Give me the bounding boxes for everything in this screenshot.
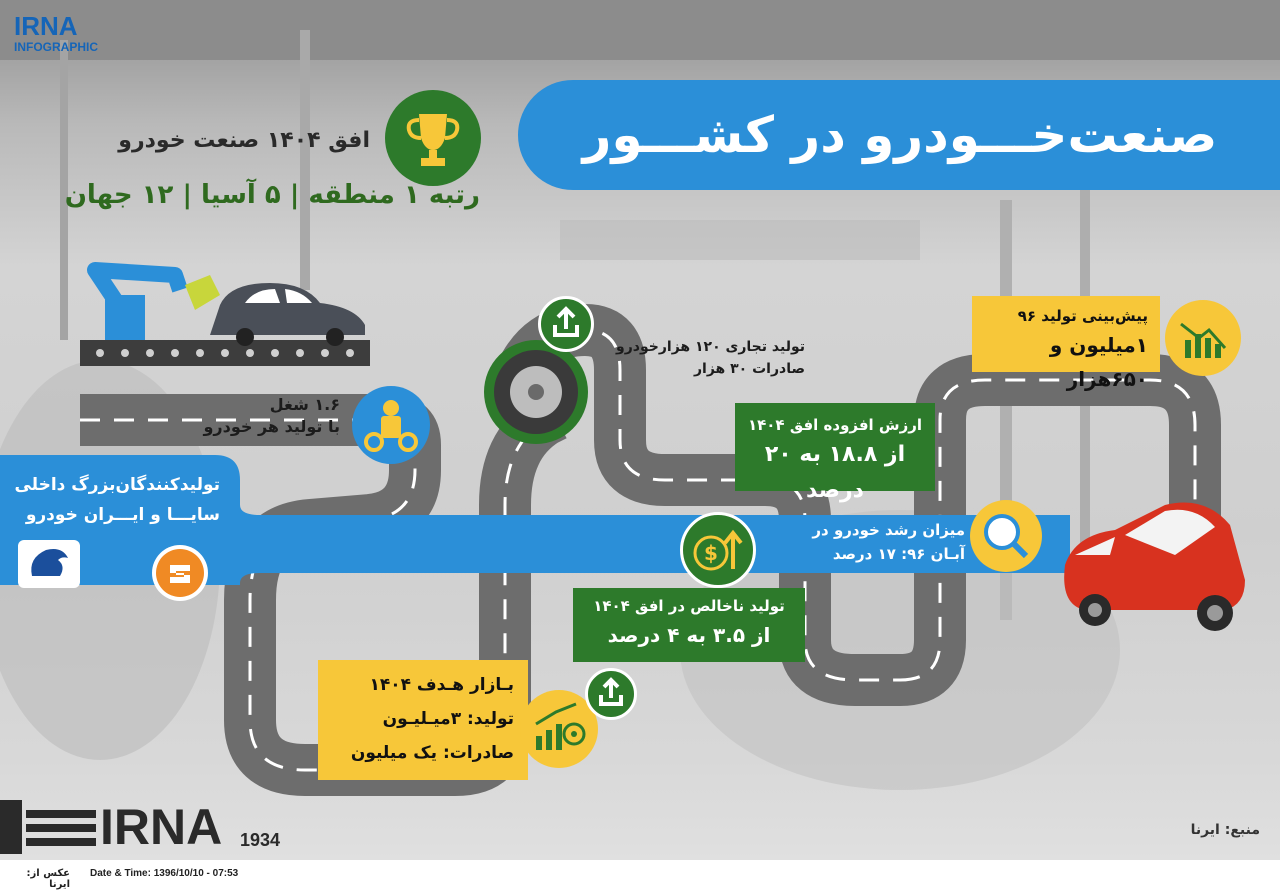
value-added-box xyxy=(735,403,935,503)
market-line2: تولید: ۳میـلیـون xyxy=(382,709,514,729)
market-target-box xyxy=(318,660,528,780)
ranking-text: رتبه ۱ منطقه | ۵ آسیا | ۱۲ جهان xyxy=(64,180,480,210)
gdp-line1: تولید ناخالص در افق ۱۴۰۴ xyxy=(593,597,785,615)
jobs-label xyxy=(150,394,340,438)
logo-subtitle: INFOGRAPHIC xyxy=(14,40,98,54)
growth-line2: آبـان ۹۶: ۱۷ درصد xyxy=(832,545,965,563)
irna-bottom-logo xyxy=(0,796,320,858)
commercial-line1: تولید تجاری ۱۲۰ هزارخودرو xyxy=(616,339,805,355)
upload-icon-2 xyxy=(585,668,637,720)
makers-line1: تولیدکنندگان‌بزرگ داخلی xyxy=(14,475,220,495)
irna-bottom-title: IRNA xyxy=(100,799,223,855)
worker-gear-icon xyxy=(352,386,430,464)
value-added-line1: ارزش افزوده افق ۱۴۰۴ xyxy=(747,416,923,434)
commercial-label xyxy=(600,336,805,380)
jobs-line1: ۱.۶ شغل xyxy=(269,395,340,414)
irna-infographic-logo xyxy=(14,12,126,58)
gdp-line2: از ۳.۵ به ۴ درصد xyxy=(607,623,771,647)
value-added-line2: از ۱۸.۸ به ۲۰ درصد xyxy=(764,442,906,503)
irna-bottom-year: 1934 xyxy=(240,830,281,850)
market-line1: بـازار هـدف ۱۴۰۴ xyxy=(369,675,514,695)
red-car-illustration xyxy=(1055,495,1250,645)
saipa-logo-icon xyxy=(152,545,208,601)
trophy-icon xyxy=(385,90,481,186)
growth-label xyxy=(780,518,965,566)
source-label: منبع: ایرنا xyxy=(1190,822,1260,838)
jobs-line2: با تولید هر خودرو xyxy=(203,417,340,436)
page-title: صنعت‌خـــودرو در کشـــور xyxy=(582,106,1218,164)
robot-assembly-illustration xyxy=(80,255,380,385)
logo-title: IRNA xyxy=(14,11,78,41)
forecast-box xyxy=(972,296,1160,391)
magnifier-icon xyxy=(970,500,1042,572)
market-line3: صادرات: یک میلیون xyxy=(350,743,514,763)
iran-khodro-logo-icon xyxy=(18,540,80,588)
horizon-heading: افق ۱۴۰۴ صنعت خودرو xyxy=(118,128,370,153)
forecast-line2: ۱میلیون و ۶۵۰هزار xyxy=(1049,333,1148,391)
irna-mark-icon xyxy=(0,800,100,854)
tire-icon xyxy=(484,340,588,444)
upload-icon xyxy=(538,296,594,352)
gdp-box xyxy=(573,588,805,662)
date-time: Date & Time: 1396/10/10 - 07:53 xyxy=(90,868,239,879)
dollar-growth-icon xyxy=(680,512,756,588)
svg-text:$: $ xyxy=(704,541,718,565)
commercial-line2: صادرات ۳۰ هزار xyxy=(693,361,805,377)
forecast-line1: پیش‌بینی تولید ۹۶ xyxy=(1017,307,1148,325)
growth-line1: میزان رشد خودرو در xyxy=(812,521,965,539)
trend-chart-icon xyxy=(1165,300,1241,376)
makers-line2: سایـــا و ایـــران خودرو xyxy=(25,505,220,525)
photo-credit: عکس از: ایرنا xyxy=(26,868,70,890)
makers-label xyxy=(10,470,220,530)
